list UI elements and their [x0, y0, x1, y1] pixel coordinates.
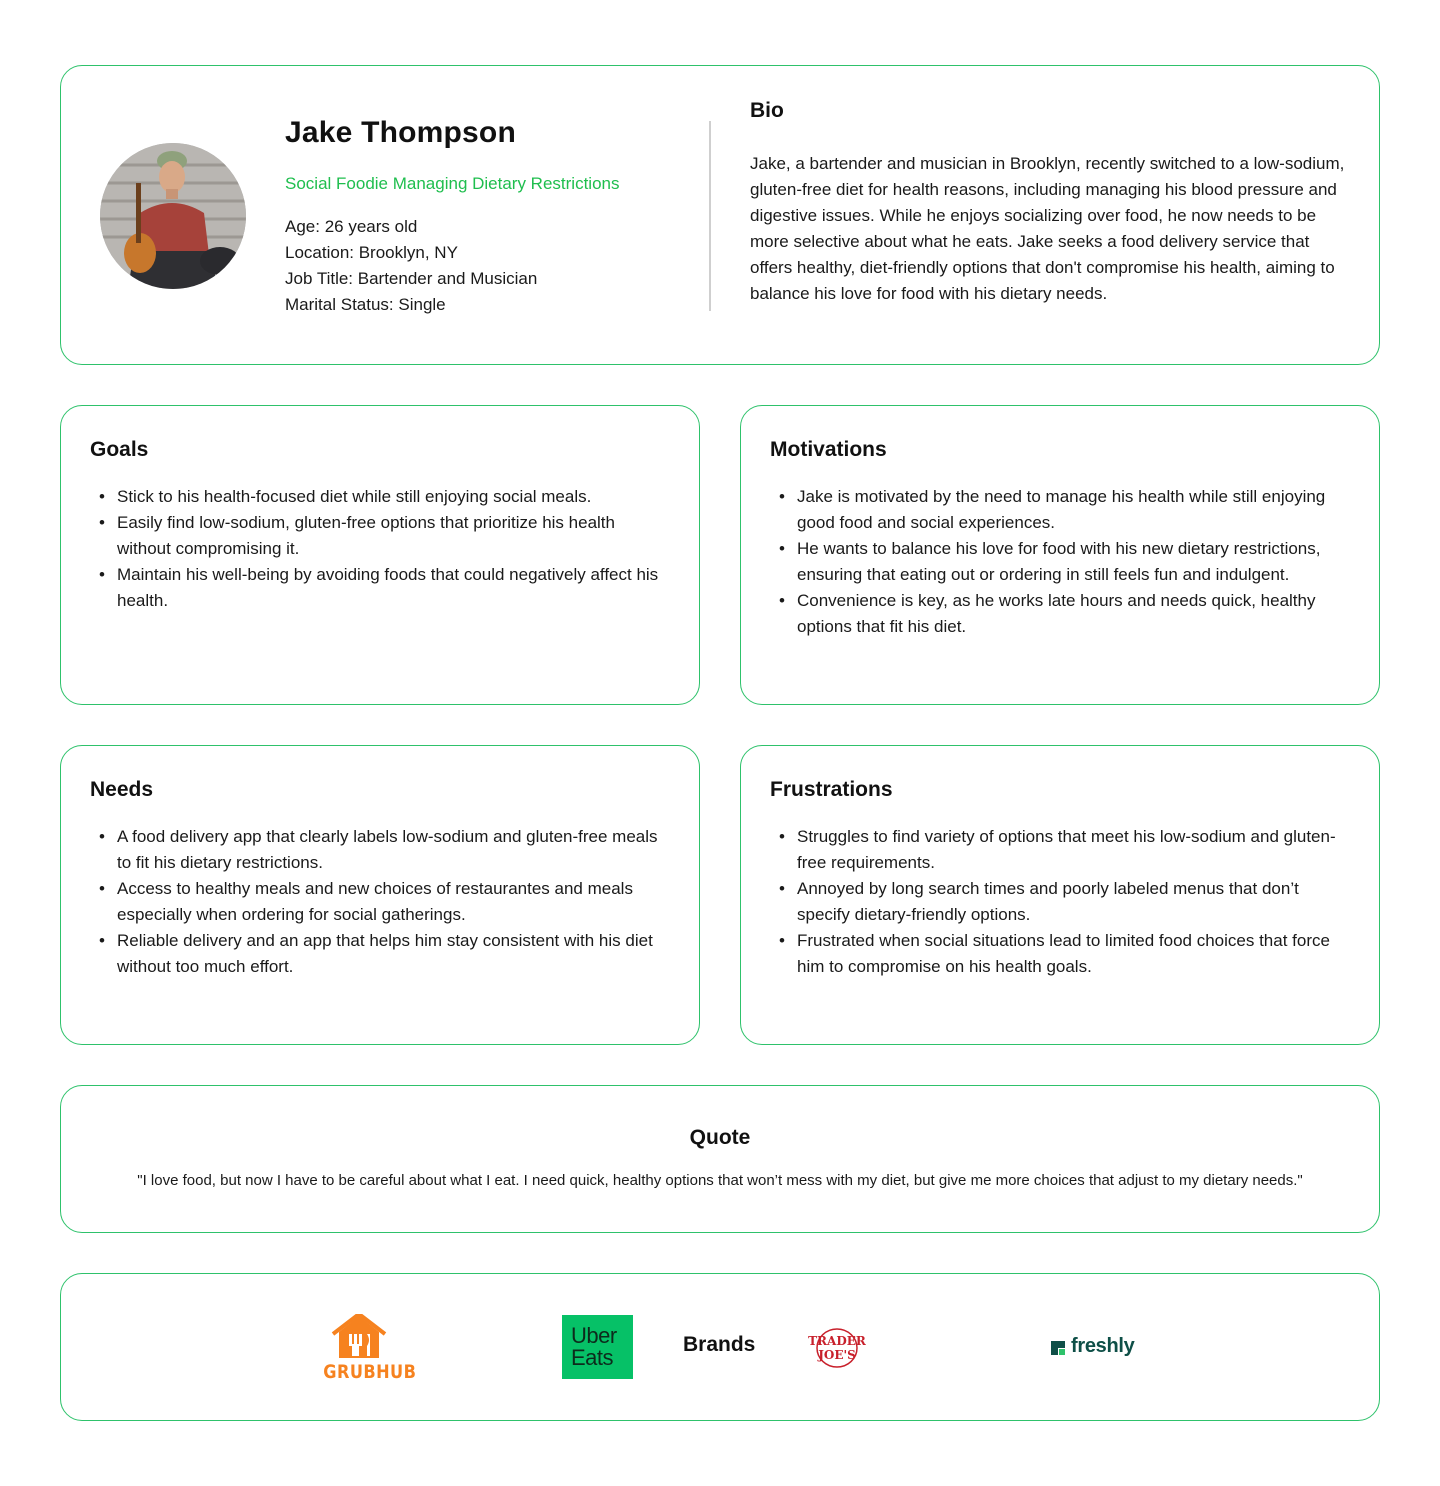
bio-text: Jake, a bartender and musician in Brooklyn, recently switched to a low-sodium, gluten-free diet for health reasons, including managing his blood pressure and digestive issues. While he enjoys socializing over food, he now needs to be more selective about what he eats. Jake seeks a food delivery service that offers healthy, diet-friendly options that don't compromise his health, aiming to balance his love for food with his dietary needs. — [750, 154, 1345, 303]
persona-facts — [285, 214, 537, 318]
grubhub-house-fork-icon — [317, 1314, 401, 1360]
persona-tagline: Social Foodie Managing Dietary Restrictions — [285, 174, 620, 193]
avatar-photo-icon — [100, 143, 246, 289]
list-item: • Struggles to find variety of options that meet his low-sodium and gluten-free requirements. — [777, 824, 1352, 876]
goals-title: Goals — [90, 438, 149, 461]
avatar — [100, 143, 246, 289]
goals-list — [97, 484, 672, 614]
fact-job-title: Job Title: Bartender and Musician — [285, 269, 538, 288]
grubhub-wordmark: GRUBHUB — [323, 1361, 417, 1383]
goals-card — [60, 405, 700, 705]
freshly-logo — [1049, 1335, 1134, 1361]
list-item: • Maintain his well-being by avoiding foods that could negatively affect his health. — [97, 562, 672, 614]
traderjoes-line-2: JOE'S — [818, 1348, 856, 1362]
quote-card — [60, 1085, 1380, 1233]
fact-location: Location: Brooklyn, NY — [285, 243, 458, 262]
motivations-title: Motivations — [770, 438, 887, 461]
bio-title: Bio — [750, 99, 784, 122]
needs-list — [97, 824, 672, 980]
list-item: • Jake is motivated by the need to manage his health while still enjoying good food and social experiences. — [777, 484, 1352, 536]
profile-card — [60, 65, 1380, 365]
motivations-card — [740, 405, 1380, 705]
brands-label: Brands — [683, 1333, 756, 1356]
fact-age: Age: 26 years old — [285, 217, 418, 236]
list-item: • Reliable delivery and an app that helps him stay consistent with his diet without too much effort. — [97, 928, 672, 980]
fact-marital-status: Marital Status: Single — [285, 295, 446, 314]
grubhub-logo — [317, 1314, 417, 1384]
list-item: • Annoyed by long search times and poorly labeled menus that don’t specify dietary-friendly options. — [777, 876, 1352, 928]
list-item: • Access to healthy meals and new choices of restaurantes and meals especially when ordering for social gatherings. — [97, 876, 672, 928]
list-item: • Convenience is key, as he works late hours and needs quick, healthy options that fit his diet. — [777, 588, 1352, 640]
frustrations-title: Frustrations — [770, 778, 893, 801]
list-item: • Frustrated when social situations lead to limited food choices that force him to compromise on his health goals. — [777, 928, 1352, 980]
list-item: • A food delivery app that clearly labels low-sodium and gluten-free meals to fit his dietary restrictions. — [97, 824, 672, 876]
quote-title: Quote — [689, 1126, 751, 1149]
freshly-leaf-icon — [1049, 1339, 1067, 1357]
quote-text: "I love food, but now I have to be careful about what I eat. I need quick, healthy options that won’t mess with my diet, but give me more choices that adjust to my dietary needs." — [137, 1172, 1303, 1189]
traderjoes-line-1: TRADER — [808, 1334, 866, 1348]
motivations-list — [777, 484, 1352, 640]
freshly-wordmark: freshly — [1071, 1335, 1135, 1357]
frustrations-card — [740, 745, 1380, 1045]
needs-title: Needs — [90, 778, 154, 801]
ubereats-line-eats: Eats — [571, 1345, 614, 1370]
ubereats-logo — [562, 1315, 633, 1379]
ubereats-line-uber: Uber — [571, 1323, 617, 1348]
traderjoes-logo — [807, 1327, 867, 1369]
list-item: • Easily find low-sodium, gluten-free options that prioritize his health without compromising it. — [97, 510, 672, 562]
needs-card — [60, 745, 700, 1045]
list-item: • He wants to balance his love for food with his new dietary restrictions, ensuring that eating out or ordering in still feels fun and indulgent. — [777, 536, 1352, 588]
frustrations-list — [777, 824, 1352, 980]
persona-name: Jake Thompson — [285, 116, 516, 149]
brands-card — [60, 1273, 1380, 1421]
list-item: • Stick to his health-focused diet while still enjoying social meals. — [97, 484, 672, 510]
profile-divider — [709, 121, 711, 311]
